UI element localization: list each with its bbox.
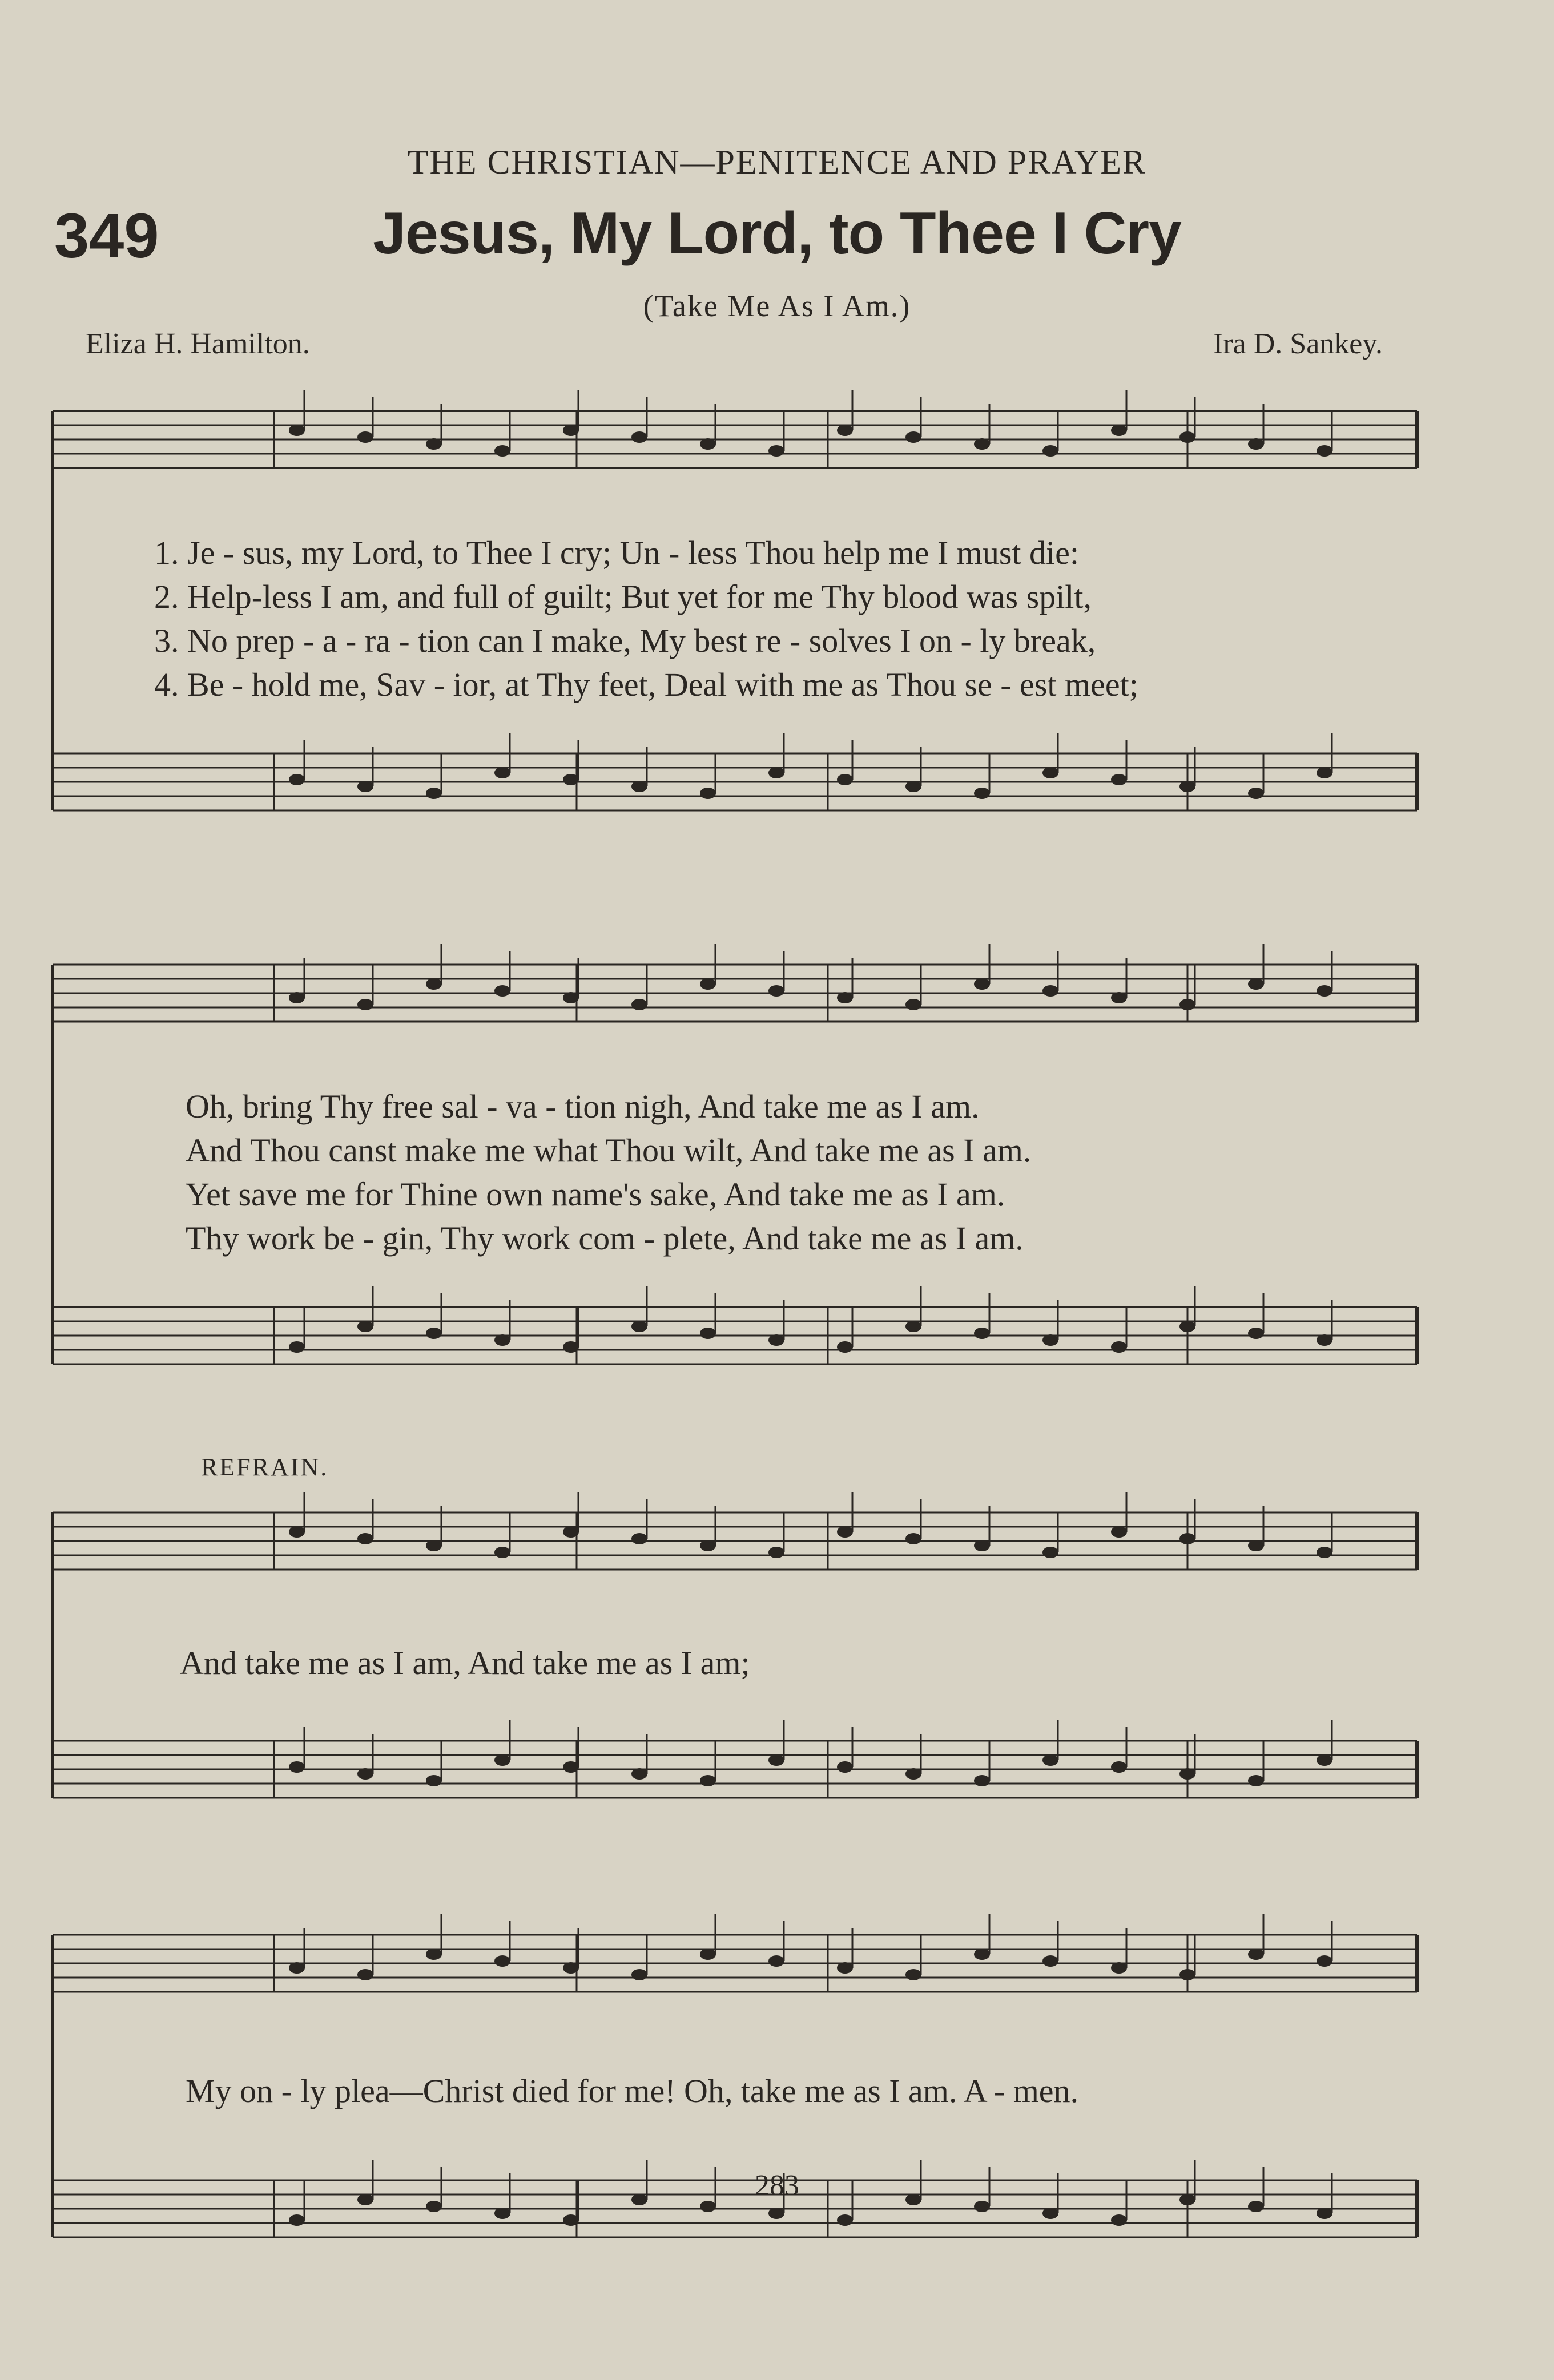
note-head	[357, 1969, 373, 1980]
note-head	[905, 781, 921, 792]
note-head	[700, 1328, 716, 1339]
note-head	[905, 1969, 921, 1980]
note-head	[1042, 1955, 1058, 1967]
note-head	[1248, 1328, 1264, 1339]
note-head	[357, 431, 373, 443]
note-head	[1111, 774, 1127, 785]
note-head	[768, 1334, 784, 1346]
note-head	[700, 2201, 716, 2212]
note-head	[1179, 1533, 1195, 1544]
note-head	[837, 774, 853, 785]
note-head	[974, 788, 990, 799]
note-head	[357, 1533, 373, 1544]
note-head	[1042, 985, 1058, 997]
note-head	[905, 431, 921, 443]
section-header: THE CHRISTIAN—PENITENCE AND PRAYER	[407, 143, 1147, 181]
verse-2-line-b: And Thou canst make me what Thou wilt, And take me as I am.	[186, 1132, 1032, 1169]
note-head	[837, 2214, 853, 2226]
note-head	[768, 1547, 784, 1558]
verse-4-line: 4. Be - hold me, Sav - ior, at Thy feet, Deal with me as Thou se - est meet;	[154, 666, 1138, 703]
note-head	[563, 1761, 579, 1773]
note-head	[974, 1328, 990, 1339]
note-head	[357, 1768, 373, 1780]
note-head	[1317, 985, 1332, 997]
note-head	[1111, 1341, 1127, 1353]
note-head	[1248, 1540, 1264, 1551]
refrain-line-2: My on - ly plea—Christ died for me! Oh, take me as I am. A - men.	[186, 2072, 1079, 2109]
note-head	[1179, 781, 1195, 792]
note-head	[289, 1341, 305, 1353]
hymn-number: 349	[54, 201, 159, 271]
note-head	[1248, 788, 1264, 799]
note-head	[1248, 438, 1264, 450]
note-head	[631, 1533, 647, 1544]
note-head	[1317, 1754, 1332, 1766]
note-head	[494, 2208, 510, 2219]
note-head	[700, 978, 716, 990]
note-head	[700, 1949, 716, 1960]
note-head	[905, 1768, 921, 1780]
note-head	[426, 1949, 442, 1960]
note-head	[494, 1547, 510, 1558]
note-head	[1248, 978, 1264, 990]
note-head	[768, 445, 784, 457]
note-head	[357, 781, 373, 792]
note-head	[974, 438, 990, 450]
note-head	[289, 1761, 305, 1773]
note-head	[563, 992, 579, 1003]
note-head	[1179, 1321, 1195, 1332]
note-head	[563, 1962, 579, 1974]
note-head	[905, 1321, 921, 1332]
note-head	[1317, 1547, 1332, 1558]
verse-1-line-b: Oh, bring Thy free sal - va - tion nigh, And take me as I am.	[186, 1088, 980, 1125]
note-head	[1248, 1949, 1264, 1960]
note-head	[768, 1754, 784, 1766]
note-head	[1248, 1775, 1264, 1786]
verse-3-line-b: Yet save me for Thine own name's sake, And take me as I am.	[186, 1176, 1005, 1213]
note-head	[1317, 2208, 1332, 2219]
note-head	[905, 1533, 921, 1544]
note-head	[289, 2214, 305, 2226]
note-head	[289, 774, 305, 785]
note-head	[289, 425, 305, 436]
note-head	[837, 1761, 853, 1773]
note-head	[563, 1341, 579, 1353]
note-head	[974, 1775, 990, 1786]
note-head	[426, 2201, 442, 2212]
verse-3-line: 3. No prep - a - ra - tion can I make, My best re - solves I on - ly break,	[154, 622, 1096, 659]
note-head	[837, 1341, 853, 1353]
composer-credit: Ira D. Sankey.	[1213, 328, 1383, 360]
note-head	[631, 431, 647, 443]
note-head	[700, 438, 716, 450]
note-head	[289, 992, 305, 1003]
note-head	[494, 1955, 510, 1967]
note-head	[631, 1768, 647, 1780]
note-head	[494, 985, 510, 997]
note-head	[357, 1321, 373, 1332]
verse-4-line-b: Thy work be - gin, Thy work com - plete, And take me as I am.	[186, 1220, 1024, 1257]
note-head	[1042, 1547, 1058, 1558]
note-head	[700, 1540, 716, 1551]
note-head	[631, 781, 647, 792]
note-head	[1179, 999, 1195, 1010]
note-head	[426, 788, 442, 799]
note-head	[426, 1328, 442, 1339]
verse-1-line: 1. Je - sus, my Lord, to Thee I cry; Un - less Thou help me I must die:	[154, 534, 1079, 571]
note-head	[426, 438, 442, 450]
hymn-subtitle: (Take Me As I Am.)	[643, 289, 911, 323]
note-head	[631, 1969, 647, 1980]
note-head	[1317, 1334, 1332, 1346]
note-head	[1111, 992, 1127, 1003]
note-head	[837, 425, 853, 436]
note-head	[1248, 2201, 1264, 2212]
note-head	[974, 1540, 990, 1551]
note-head	[1179, 1768, 1195, 1780]
note-head	[1111, 1761, 1127, 1773]
note-head	[289, 1526, 305, 1538]
note-head	[1111, 1962, 1127, 1974]
note-head	[1042, 1754, 1058, 1766]
note-head	[1111, 1526, 1127, 1538]
note-head	[974, 1949, 990, 1960]
note-head	[1317, 1955, 1332, 1967]
note-head	[563, 774, 579, 785]
note-head	[837, 992, 853, 1003]
note-head	[494, 1754, 510, 1766]
note-head	[1111, 2214, 1127, 2226]
note-head	[974, 2201, 990, 2212]
note-head	[631, 999, 647, 1010]
refrain-label: REFRAIN.	[201, 1453, 329, 1481]
note-head	[1042, 2208, 1058, 2219]
note-head	[1042, 445, 1058, 457]
note-head	[1179, 1969, 1195, 1980]
note-head	[1179, 431, 1195, 443]
note-head	[768, 1955, 784, 1967]
page-number: 283	[755, 2169, 799, 2202]
note-head	[1317, 445, 1332, 457]
note-head	[1317, 767, 1332, 778]
note-head	[494, 1334, 510, 1346]
note-head	[563, 425, 579, 436]
note-head	[768, 985, 784, 997]
verse-2-line: 2. Help-less I am, and full of guilt; But yet for me Thy blood was spilt,	[154, 578, 1092, 615]
note-head	[768, 767, 784, 778]
note-head	[768, 2208, 784, 2219]
note-head	[563, 2214, 579, 2226]
note-head	[905, 999, 921, 1010]
refrain-line-1: And take me as I am, And take me as I am;	[180, 1644, 750, 1681]
note-head	[426, 1540, 442, 1551]
note-head	[837, 1962, 853, 1974]
note-head	[563, 1526, 579, 1538]
note-head	[1111, 425, 1127, 436]
note-head	[426, 1775, 442, 1786]
note-head	[357, 999, 373, 1010]
note-head	[289, 1962, 305, 1974]
note-head	[494, 767, 510, 778]
note-head	[631, 1321, 647, 1332]
note-head	[1042, 767, 1058, 778]
author-credit: Eliza H. Hamilton.	[86, 328, 310, 360]
note-head	[837, 1526, 853, 1538]
note-head	[1042, 1334, 1058, 1346]
note-head	[974, 978, 990, 990]
note-head	[494, 445, 510, 457]
note-head	[700, 1775, 716, 1786]
note-head	[426, 978, 442, 990]
note-head	[700, 788, 716, 799]
hymn-title: Jesus, My Lord, to Thee I Cry	[373, 200, 1181, 267]
